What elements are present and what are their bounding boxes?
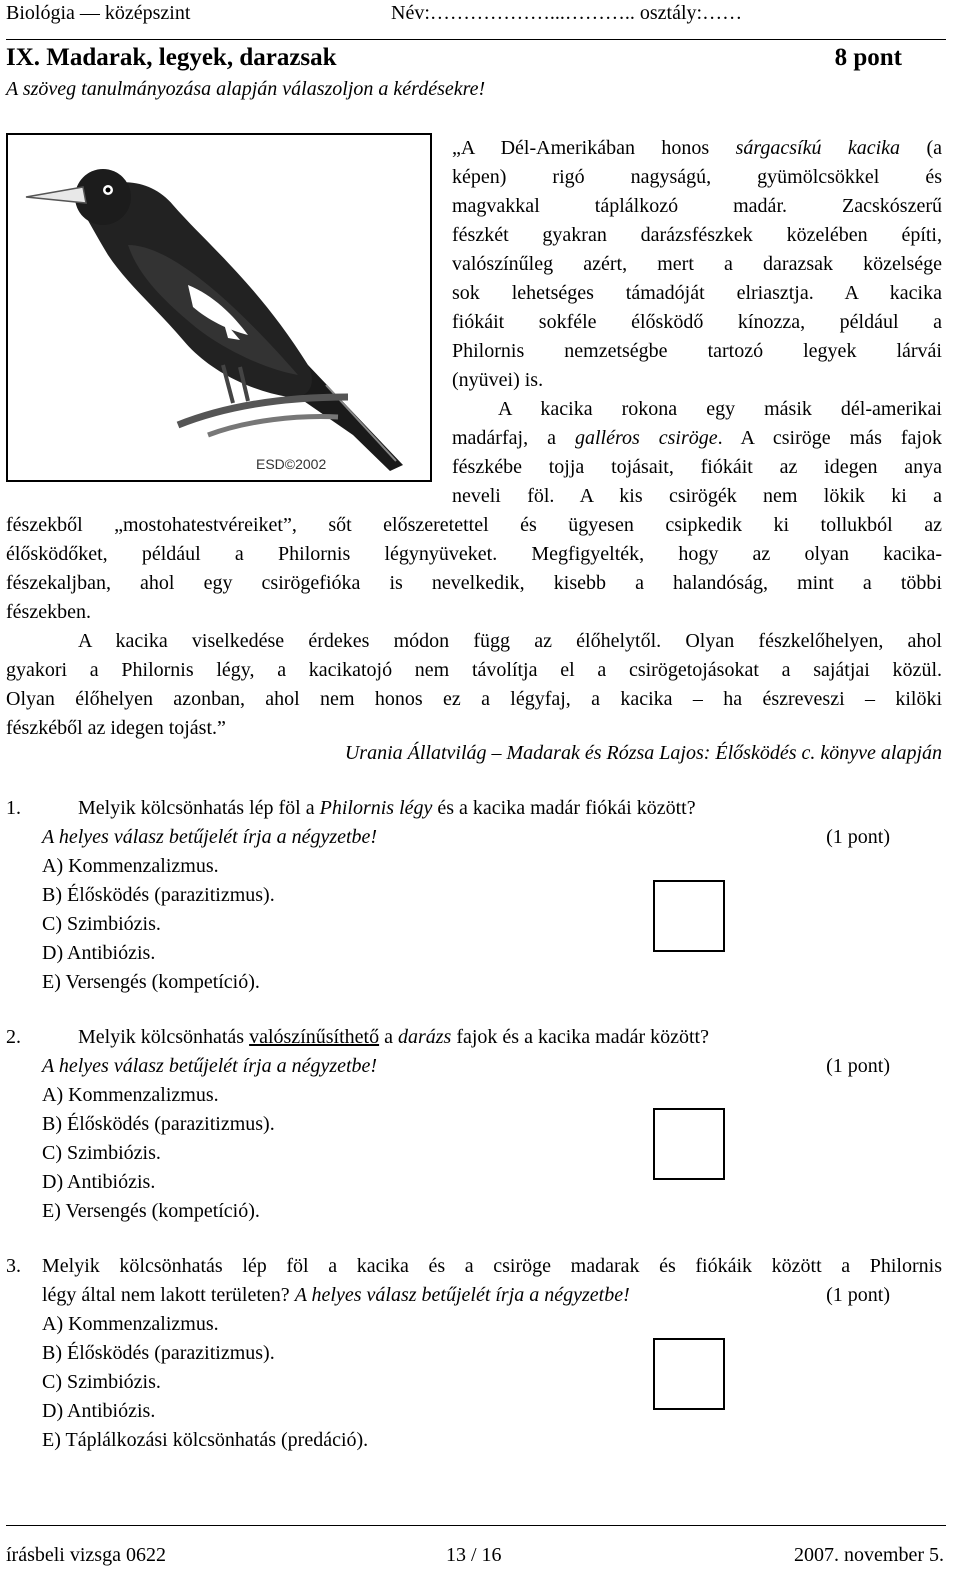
q3-option: D) Antibiózis. bbox=[42, 1400, 156, 1422]
q3-points: (1 pont) bbox=[826, 1284, 890, 1306]
q3-option: B) Élősködés (parazitizmus). bbox=[42, 1342, 275, 1364]
passage-line: fészekaljban, ahol egy csirögefióka is nevelkedik, kisebb a halandóság, mint a többi bbox=[6, 572, 942, 594]
passage-line: Philornis nemzetségbe tartozó legyek lárvái bbox=[452, 340, 942, 362]
passage-line: fiókáit sokféle élősködő kínozza, például a bbox=[452, 311, 942, 333]
passage-line: valószínűleg azért, mert a darazsak közelsége bbox=[452, 253, 942, 275]
q3-answer-box[interactable] bbox=[653, 1338, 725, 1410]
passage-line: magvakkal táplálkozó madár. Zacskószerű bbox=[452, 195, 942, 217]
q3-number: 3. bbox=[6, 1255, 21, 1277]
q1-option: B) Élősködés (parazitizmus). bbox=[42, 884, 275, 906]
passage-line: képen) rigó nagyságú, gyümölcsökkel és bbox=[452, 166, 942, 188]
passage-line: fészekből „mostohatestvéreiket”, sőt előszeretettel és ügyesen csipkedik ki tollukból az bbox=[6, 514, 942, 536]
q2-option: C) Szimbiózis. bbox=[42, 1142, 161, 1164]
passage-line: A kacika rokona egy másik dél-amerikai bbox=[498, 398, 942, 420]
passage-right-column bbox=[452, 134, 942, 511]
q2-instruction: A helyes válasz betűjelét írja a négyzetbe! bbox=[42, 1055, 378, 1077]
passage-line: sok lehetséges támadóját elriasztja. A kacika bbox=[452, 282, 942, 304]
passage-line: Olyan élőhelyen azonban, ahol nem honos ez a légyfaj, a kacika – ha észreveszi – kilöki bbox=[6, 688, 942, 710]
passage-line: A kacika viselkedése érdekes módon függ az élőhelytől. Olyan fészkelőhelyen, ahol bbox=[78, 630, 942, 652]
q3-option: A) Kommenzalizmus. bbox=[42, 1313, 219, 1335]
image-caption: ESD©2002 bbox=[256, 456, 327, 472]
q1-option: A) Kommenzalizmus. bbox=[42, 855, 219, 877]
header-subject: Biológia — középszint bbox=[6, 2, 191, 24]
passage-line: neveli föl. A kis csirögék nem lökik ki a bbox=[452, 485, 942, 507]
footer-date: 2007. november 5. bbox=[794, 1544, 944, 1566]
q2-number: 2. bbox=[6, 1026, 21, 1048]
q3-options bbox=[42, 1310, 368, 1455]
q2-options bbox=[42, 1081, 275, 1226]
q2-option: E) Versengés (kompetíció). bbox=[42, 1200, 260, 1222]
q1-options bbox=[42, 852, 275, 997]
q2-option: D) Antibiózis. bbox=[42, 1171, 156, 1193]
q2-text: Melyik kölcsönhatás valószínűsíthető a darázs fajok és a kacika madár között? bbox=[78, 1026, 709, 1048]
q1-answer-box[interactable] bbox=[653, 880, 725, 952]
section-instruction: A szöveg tanulmányozása alapján válaszoljon a kérdésekre! bbox=[6, 78, 486, 100]
passage-line: madárfaj, a galléros csiröge. A csiröge más fajok bbox=[452, 427, 942, 449]
q1-number: 1. bbox=[6, 797, 21, 819]
q1-option: E) Versengés (kompetíció). bbox=[42, 971, 260, 993]
q2-option: B) Élősködés (parazitizmus). bbox=[42, 1113, 275, 1135]
q1-text: Melyik kölcsönhatás lép föl a Philornis légy és a kacika madár fiókái között? bbox=[78, 797, 696, 819]
q3-option: C) Szimbiózis. bbox=[42, 1371, 161, 1393]
section-points: 8 pont bbox=[834, 44, 902, 71]
passage-line: fészkéből az idegen tojást.” bbox=[6, 717, 226, 739]
passage-line: élősködőket, például a Philornis légynyüveket. Megfigyelték, hogy az olyan kacika- bbox=[6, 543, 942, 565]
q2-option: A) Kommenzalizmus. bbox=[42, 1084, 219, 1106]
header-divider bbox=[6, 39, 946, 40]
passage-line: gyakori a Philornis légy, a kacikatojó nem távolítja el a csirögetojásokat a sajátjai közül. bbox=[6, 659, 942, 681]
q1-instruction: A helyes válasz betűjelét írja a négyzetbe! bbox=[42, 826, 378, 848]
q1-option: D) Antibiózis. bbox=[42, 942, 156, 964]
bird-illustration bbox=[6, 133, 432, 482]
q3-text-line2: légy által nem lakott területen? A helyes válasz betűjelét írja a négyzetbe! bbox=[42, 1284, 630, 1306]
header-name-field: Név:………………...……….. osztály:…… bbox=[391, 2, 743, 24]
kacika-bird-image bbox=[8, 135, 430, 480]
q3-option: E) Táplálkozási kölcsönhatás (predáció). bbox=[42, 1429, 369, 1451]
passage-line: fészekben. bbox=[6, 601, 91, 623]
passage-full-width bbox=[6, 511, 942, 743]
passage-line: (nyüvei) is. bbox=[452, 369, 544, 391]
footer-divider bbox=[6, 1525, 946, 1526]
passage-source: Urania Állatvilág – Madarak és Rózsa Lajos: Élősködés c. könyve alapján bbox=[344, 742, 942, 764]
passage-line: fészkébe tojja tojásait, fiókáit az idegen anya bbox=[452, 456, 942, 478]
section-title: IX. Madarak, legyek, darazsak bbox=[6, 44, 337, 71]
q1-points: (1 pont) bbox=[826, 826, 890, 848]
passage-line: fészkét gyakran darázsfészkek közelében építi, bbox=[452, 224, 942, 246]
q1-option: C) Szimbiózis. bbox=[42, 913, 161, 935]
footer-left: írásbeli vizsga 0622 bbox=[6, 1544, 166, 1566]
page-header bbox=[6, 2, 946, 34]
q2-answer-box[interactable] bbox=[653, 1108, 725, 1180]
q3-text: Melyik kölcsönhatás lép föl a kacika és a csiröge madarak és fiókáik között a Philornis bbox=[42, 1255, 942, 1277]
q2-points: (1 pont) bbox=[826, 1055, 890, 1077]
footer-page-number: 13 / 16 bbox=[446, 1544, 502, 1566]
passage-line: „A Dél-Amerikában honos sárgacsíkú kacika (a bbox=[452, 137, 942, 159]
